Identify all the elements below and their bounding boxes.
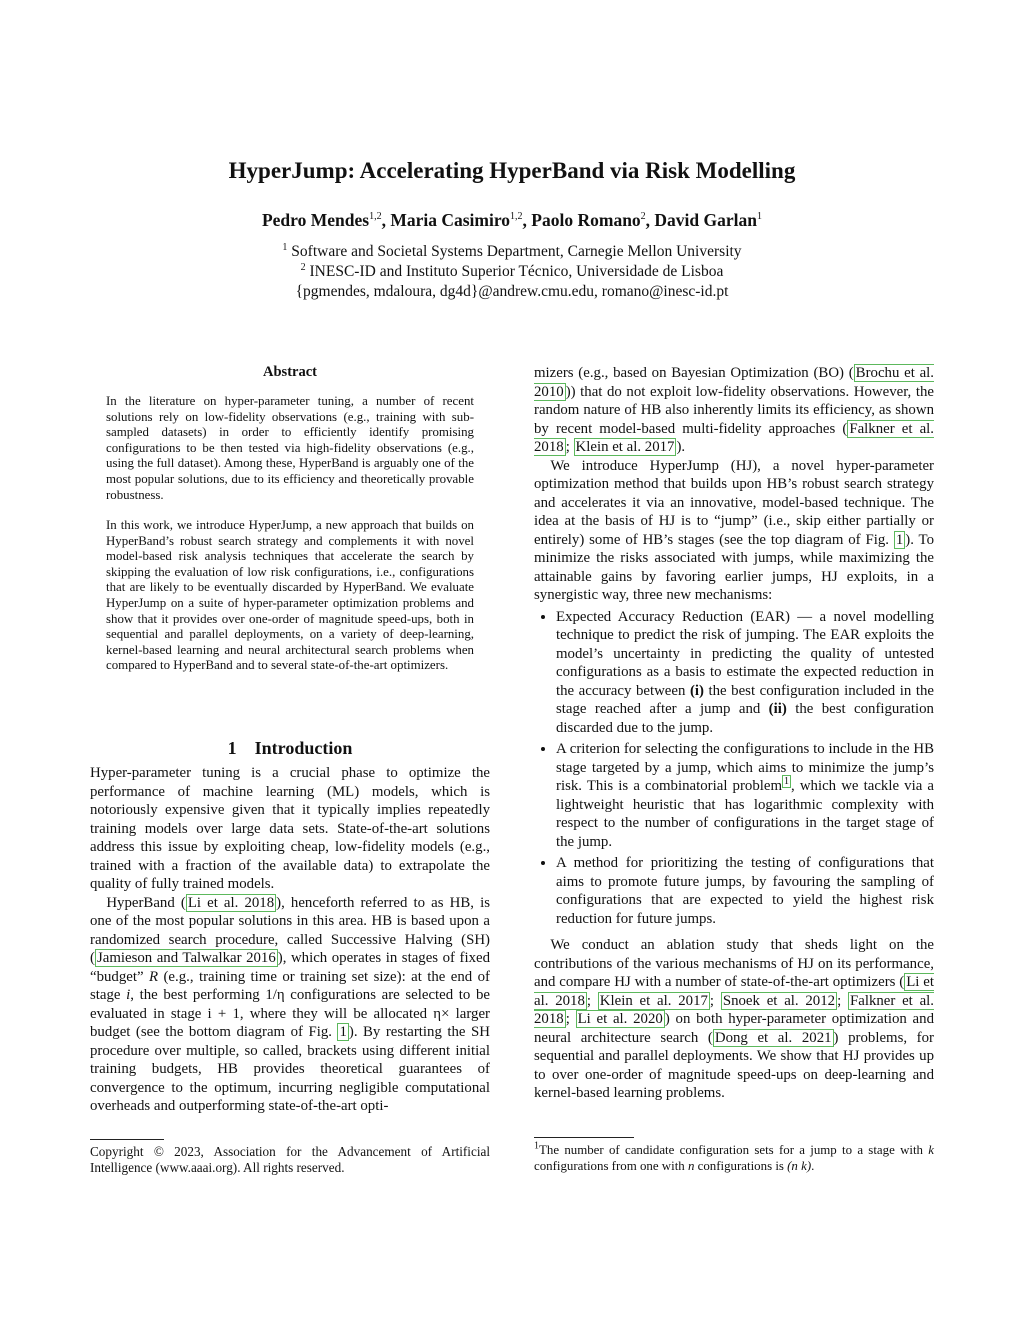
intro-paragraph bbox=[90, 894, 490, 1116]
citation-link[interactable]: Falkner et al. 2018 bbox=[534, 992, 935, 1027]
author-separator: , bbox=[645, 210, 655, 230]
text-run: (i) bbox=[689, 682, 704, 699]
footnote-rule bbox=[534, 1137, 634, 1138]
author-separator: , bbox=[522, 210, 532, 230]
author: Maria Casimiro bbox=[390, 210, 511, 230]
author-affiliation-mark: 1,2 bbox=[369, 211, 382, 223]
math-symbol: R bbox=[148, 968, 159, 985]
text-run: (ii) bbox=[768, 701, 787, 717]
text-run: , which we tackle via a lightweight heuristic that has logarithmic complexity with respect to the number of configurations in the target stage of the jump. bbox=[556, 778, 934, 850]
abstract-paragraph: In the literature on hyper-parameter tuning, a number of recent solutions rely on low-fidelity observations (e.g., training with sub-sampled datasets) in order to efficiently identify promising configurations to be then tested via high-fidelity observations (e.g., using the full dataset). Among these, HyperBand is arguably one of the most popular solutions, due to its efficiency and theoretically provable robustness. bbox=[106, 394, 474, 502]
text-run: ). bbox=[676, 439, 686, 455]
list-item bbox=[556, 740, 934, 851]
citation-link[interactable]: Jamieson and Talwalkar 2016 bbox=[96, 950, 276, 966]
footnote bbox=[534, 1140, 934, 1174]
affiliation bbox=[0, 263, 1024, 281]
text-run: configurations is bbox=[694, 1158, 788, 1173]
text-run: Expected Accuracy Reduction (EAR) — a novel modelling technique to predict the risk of jumping. The EAR exploits the model’s uncertainty in predicting the quality of untested configurations as a basis to estimate the expected reduction in the accuracy between bbox=[556, 608, 934, 699]
citation-link[interactable]: Klein et al. 2017 bbox=[599, 992, 708, 1009]
author-separator: , bbox=[381, 210, 391, 230]
footnote-rule bbox=[90, 1139, 164, 1140]
text-run: ) problems, for sequential and parallel deployments. We show that HJ provides up to over one-order of magnitude speed-ups on deep-learning and kernel-based learning problems. bbox=[534, 1029, 934, 1101]
intro-paragraph: Hyper-parameter tuning is a crucial phase to optimize the performance of machine learning (ML) models, which is notoriously expensive given that it typically implies repeatedly training models over large data sets. State-of-the-art solutions address this issue by exploiting cheap, low-fidelity models (e.g., trained with a fraction of the available data) to extrapolate the quality of fully trained models. bbox=[90, 765, 490, 892]
affiliation-number: 1 bbox=[282, 241, 288, 253]
paper-title: HyperJump: Accelerating HyperBand via Risk Modelling bbox=[228, 158, 796, 183]
binomial-coefficient: (n k) bbox=[787, 1158, 812, 1173]
citation-link[interactable]: Li et al. 2018 bbox=[534, 974, 934, 1009]
text-run: ; bbox=[565, 439, 574, 455]
text-run: We conduct an ablation study that sheds light on the contributions of the various mechanisms of HJ on its performance, and compare HJ with a number of state-of-the-art optimizers ( bbox=[534, 937, 934, 990]
author-affiliation-mark: 2 bbox=[640, 211, 646, 223]
text-run: the best configuration included in the stage reached after a jump and bbox=[556, 682, 934, 717]
text-run: ). To minimize the risks associated with jumps, while maximizing the attainable gains by favoring earlier jumps, HJ exploits, in a synergistic way, three new mechanisms: bbox=[534, 531, 934, 603]
math-symbol: i bbox=[126, 987, 131, 1003]
copyright-notice: Copyright © 2023, Association for the Advancement of Artificial Intelligence (www.aaai.org). All rights reserved. bbox=[90, 1144, 490, 1175]
text-run: mizers (e.g., based on Bayesian Optimization (BO) ( bbox=[534, 365, 854, 381]
author-list bbox=[0, 210, 1024, 231]
section-title: Introduction bbox=[254, 738, 353, 758]
text-run: configurations from one with bbox=[534, 1158, 688, 1173]
author-affiliation-mark: 1,2 bbox=[510, 211, 523, 223]
body-paragraph bbox=[534, 364, 934, 457]
citation-link[interactable]: Snoek et al. 2012 bbox=[722, 992, 836, 1009]
math-symbol: n bbox=[687, 1158, 695, 1173]
text-run: ) on both hyper-parameter optimization and neural architecture search ( bbox=[534, 1011, 934, 1046]
text-run: ), which operates in stages of fixed “budget” bbox=[90, 950, 490, 985]
left-column bbox=[90, 764, 490, 1116]
section-number: 1 bbox=[227, 738, 237, 758]
affiliation-text: Software and Societal Systems Department, Carnegie Mellon University bbox=[291, 243, 742, 260]
footnote-number: 1 bbox=[534, 1140, 539, 1152]
citation-link[interactable]: Falkner et al. 2018 bbox=[534, 420, 934, 455]
author: Pedro Mendes bbox=[261, 210, 370, 230]
figure-link[interactable]: 1 bbox=[339, 1024, 347, 1040]
section-heading-introduction bbox=[90, 738, 490, 759]
author: David Garlan bbox=[654, 210, 758, 230]
text-run: We introduce HyperJump (HJ), a novel hyper-parameter optimization method that builds upon HB’s robust search strategy and accelerates it via an innovative, model-based technique. The idea at the basis of HJ is to “jump” (i.e., skip either partially or entirely) some of HB’s stages (see the top diagram of Fig. bbox=[534, 457, 934, 548]
author: Paolo Romano bbox=[531, 210, 641, 230]
mechanism-list bbox=[534, 608, 934, 929]
citation-link[interactable]: Dong et al. 2021 bbox=[714, 1029, 832, 1046]
author-affiliation-mark: 1 bbox=[757, 211, 763, 223]
text-run: A criterion for selecting the configurations to include in the HB stage targeted by a jump, which aims to minimize the jump’s risk. This is a combinatorial problem bbox=[556, 741, 934, 794]
citation-link[interactable]: Brochu et al. 2010 bbox=[534, 365, 934, 400]
body-paragraph bbox=[534, 457, 934, 605]
text-run: . bbox=[811, 1158, 815, 1173]
body-paragraph: We conduct an ablation study that sheds light on the contributions of the various mechanisms of HJ on its performance, and compare HJ with a number of state-of-the-art optimizers ( Li et al. 2018 ; Klein et al. 2017 ; Snoek et al. 2012 ; Falkner et al. 2018 ; Li et al. 2020 ) on both hyper-parameter optimization and neural architecture search ( Dong et al. 2021 ) problems, for sequential and parallel deployments. We show that HJ provides up to over one-order of magnitude speed-ups on deep-learning and kernel-based learning problems. bbox=[534, 937, 935, 1101]
right-column bbox=[534, 364, 934, 1103]
figure-link[interactable]: 1 bbox=[895, 531, 904, 548]
citation-link[interactable]: Li et al. 2018 bbox=[187, 894, 275, 911]
text-run: (e.g., training time or training set size): at the end of stage bbox=[90, 968, 490, 1003]
footnote-link[interactable]: 1 bbox=[784, 776, 790, 788]
list-item: • A method for prioritizing the testing of configurations that aims to promote future jumps, by favouring the sampling of configurations that are expected to yield the highest risk reduction for future jumps. bbox=[556, 854, 934, 928]
text-run: )) that do not exploit low-fidelity observations. However, the random nature of HB also inherently limits its efficiency, as shown by recent model-based multi-fidelity approaches ( bbox=[534, 383, 934, 437]
affiliation bbox=[0, 243, 1024, 261]
abstract-heading: Abstract bbox=[263, 364, 317, 380]
abstract-paragraph: In this work, we introduce HyperJump, a new approach that builds on HyperBand’s robust search strategy and complements it with novel model-based risk analysis techniques that accelerate the search by skipping the evaluation of low risk configurations, i.e., configurations that are likely to be eventually discarded by HyperBand. We evaluate HyperJump on a suite of hyper-parameter optimization problems and show that it provides over one-order of magnitude speed-ups, both in sequential and parallel deployments, on a variety of deep-learning, kernel-based learning and neural architectural search problems when compared to HyperBand and to several state-of-the-art optimizers. bbox=[106, 518, 474, 673]
list-item bbox=[556, 608, 934, 738]
citation-link[interactable]: Klein et al. 2017 bbox=[575, 439, 675, 455]
text-run: The number of candidate configuration sets for a jump to a stage with bbox=[539, 1143, 929, 1157]
author-emails: {pgmendes, mdaloura, dg4d}@andrew.cmu.edu, romano@inesc-id.pt bbox=[295, 283, 729, 300]
citation-link[interactable]: Li et al. 2020 bbox=[577, 1011, 663, 1027]
text-run: ), henceforth referred to as HB, is one of the most popular solutions in this area. HB is based upon a randomized search procedure, called Successive Halving (SH) ( bbox=[90, 894, 490, 966]
text-run: the best configuration discarded due to the jump. bbox=[556, 701, 934, 736]
affiliation-number: 2 bbox=[300, 261, 306, 273]
text-run: HyperBand ( bbox=[106, 894, 186, 911]
text-run: ). By restarting the SH procedure over multiple, so called, brackets using different initial training budgets, HB provides theoretical guarantees of convergence to the optimum, incurring negligible computational overheads and outperforming state-of-the-art opti- bbox=[90, 1024, 490, 1114]
affiliation-text: INESC-ID and Instituto Superior Técnico, Universidade de Lisboa bbox=[309, 263, 724, 280]
math-symbol: k bbox=[928, 1143, 934, 1157]
text-run: , the best performing 1/η configurations are selected to be evaluated in stage i + 1, where they will be allocated η× larger budget (see the bottom diagram of Fig. bbox=[90, 987, 490, 1040]
